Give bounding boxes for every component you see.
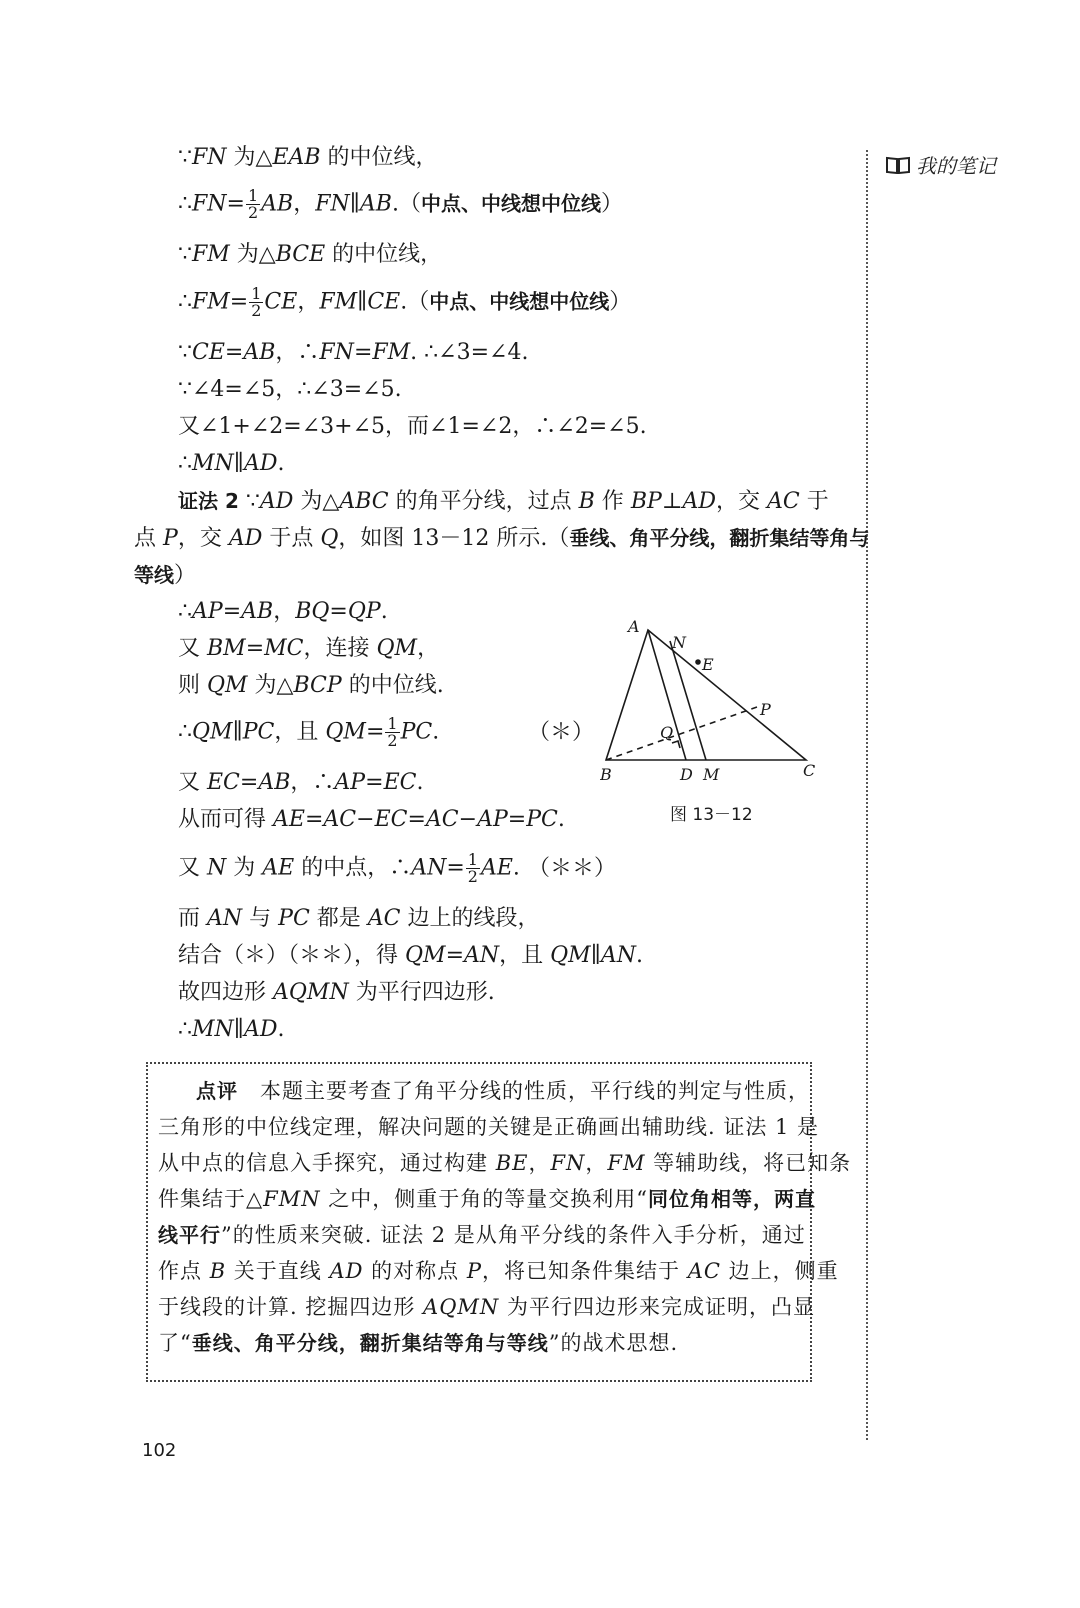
open-book-icon: [886, 156, 910, 174]
label-q: Q: [660, 723, 674, 742]
proof2-line-3: 等线）: [134, 563, 197, 588]
comment-line-4: 件集结于△FMN 之中，侧重于角的等量交换利用“同位角相等，两直: [158, 1187, 817, 1211]
label-a: A: [628, 617, 640, 636]
comment-heading: 点评: [196, 1079, 238, 1103]
proof2-step-4: ∴QM∥PC，且 QM= $\frac{1}{2}$ PC.: [178, 714, 440, 750]
fraction-half: $\frac{1}{2}$: [467, 850, 478, 886]
fraction-half: $\frac{1}{2}$: [247, 186, 259, 222]
label-b: B: [600, 765, 612, 784]
proof2-step-2: 又 BM=MC，连接 QM，: [178, 636, 440, 661]
label-c: C: [803, 761, 816, 780]
equation-mark-double-star: （＊＊）: [528, 856, 617, 881]
comment-line-3: 从中点的信息入手探究，通过构建 BE，FN，FM 等辅助线，将已知条: [158, 1151, 852, 1175]
proof2-step-11: ∴MN∥AD.: [178, 1017, 285, 1042]
proof2-step-3: 则 QM 为△BCP 的中位线.: [178, 673, 444, 698]
page-number: 102: [142, 1440, 177, 1461]
proof1-line-6: ∵∠4=∠5，∴∠3=∠5.: [178, 377, 402, 402]
proof2-heading: 证法 2: [178, 489, 239, 513]
proof2-step-8: 而 AN 与 PC 都是 AC 边上的线段，: [178, 906, 540, 931]
proof2-step-9: 结合（＊）（＊＊），得 QM=AN，且 QM∥AN.: [178, 943, 644, 968]
label-e: E: [702, 655, 714, 674]
proof2-step-5: 又 EC=AB，∴AP=EC.: [178, 770, 424, 795]
fraction-half: $\frac{1}{2}$: [251, 284, 262, 320]
fraction-half: $\frac{1}{2}$: [387, 714, 398, 750]
comment-line-8: 了“垂线、角平分线，翻折集结等角与等线”的战术思想.: [158, 1331, 679, 1355]
my-notes-heading: [886, 150, 996, 179]
point-e: [695, 659, 701, 665]
proof1-line-1: ∵FN 为△EAB 的中位线，: [178, 145, 438, 170]
triangle-abc: [606, 630, 806, 760]
comment-line-6: 作点 B 关于直线 AD 的对称点 P，将已知条件集结于 AC 边上，侧重: [158, 1259, 839, 1283]
label-n: N: [672, 633, 686, 652]
comment-line-2: 三角形的中位线定理，解决问题的关键是正确画出辅助线. 证法 1 是: [158, 1115, 820, 1139]
proof1-line-7: 又∠1+∠2=∠3+∠5，而∠1=∠2，∴∠2=∠5.: [178, 414, 647, 439]
label-p: P: [760, 700, 771, 719]
proof2-step-10: 故四边形 AQMN 为平行四边形.: [178, 980, 495, 1005]
figure-caption: 图 13－12: [670, 805, 753, 825]
proof1-line-5: ∵CE=AB，∴FN=FM. ∴∠3=∠4.: [178, 340, 529, 365]
proof2-step-7: 又 N 为 AE 的中点，∴AN= $\frac{1}{2}$ AE.: [178, 850, 520, 886]
label-m: M: [703, 765, 720, 784]
comment-line-5: 线平行”的性质来突破. 证法 2 是从角平分线的条件入手分析，通过: [158, 1223, 806, 1247]
proof2-line-2: 点 P，交 AD 于点 Q，如图 13－12 所示.（垂线、角平分线，翻折集结等角与: [134, 526, 870, 551]
right-angle-mark: [672, 741, 680, 748]
triangle-figure: [600, 614, 830, 794]
equation-mark-star: （＊）: [528, 720, 595, 745]
proof2-step-6: 从而可得 AE=AC−EC=AC−AP=PC.: [178, 807, 565, 832]
proof2-step-1: ∴AP=AB，BQ=QP.: [178, 599, 388, 624]
proof2-line-1: 证法 2 ∵AD 为△ABC 的角平分线，过点 B 作 BP⊥AD，交 AC 于: [178, 489, 829, 514]
notes-divider: [866, 150, 868, 1440]
comment-line-1: 点评 本题主要考查了角平分线的性质，平行线的判定与性质，: [196, 1079, 810, 1103]
my-notes-label: 我的笔记: [916, 154, 996, 178]
proof1-line-4: ∴FM= $\frac{1}{2}$ CE，FM∥CE.（中点、中线想中位线）: [178, 284, 632, 320]
proof1-line-2: ∴FN= $\frac{1}{2}$ AB，FN∥AB.（中点、中线想中位线）: [178, 186, 623, 222]
label-d: D: [680, 765, 693, 784]
proof1-line-3: ∵FM 为△BCE 的中位线，: [178, 242, 443, 267]
proof1-line-8: ∴MN∥AD.: [178, 451, 285, 476]
comment-line-7: 于线段的计算. 挖掘四边形 AQMN 为平行四边形来完成证明，凸显: [158, 1295, 815, 1319]
